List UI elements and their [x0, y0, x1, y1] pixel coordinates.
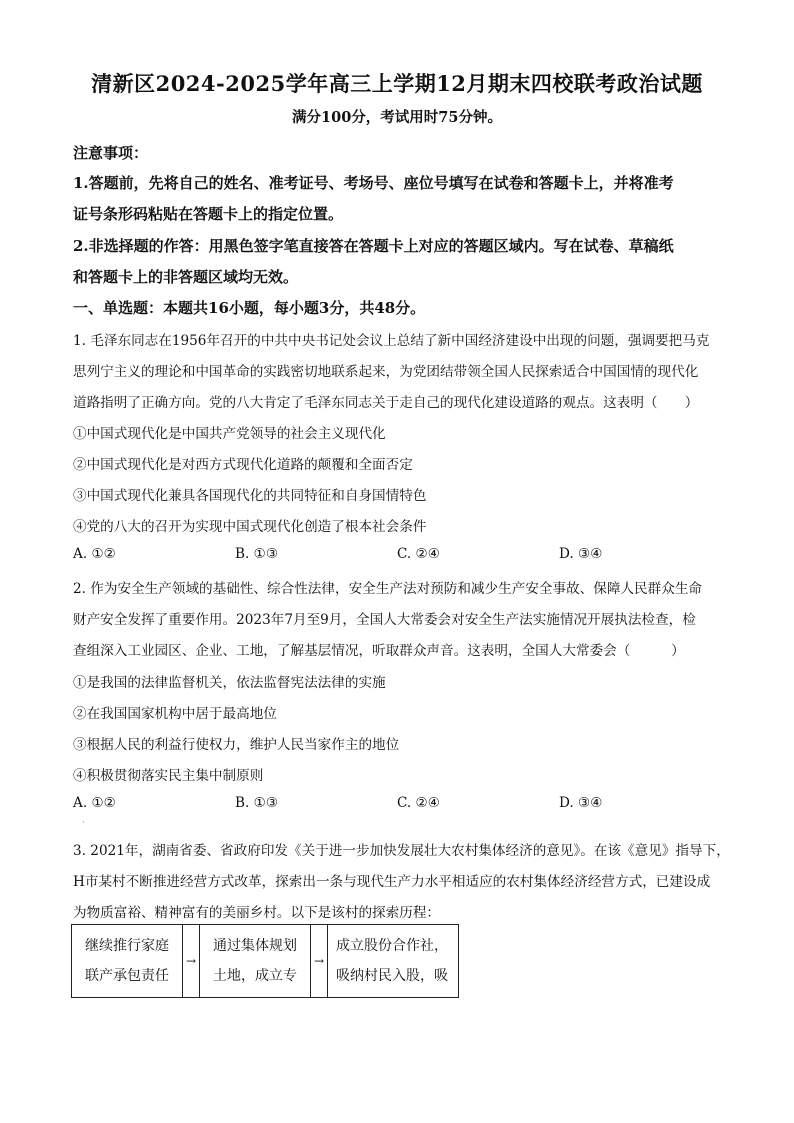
flow-step-2	[200, 925, 311, 998]
notes-item-2-line-2: 和答题卡上的非答题区域均无效。	[73, 268, 299, 286]
q3-stem-line-2: H市某村不断推进经营方式改革，探索出一条与现代生产力水平相适应的农村集体经济经营方式，已建设成	[73, 874, 711, 890]
q1-stem-line-3: 道路指明了正确方向。党的八大肯定了毛泽东同志关于走自己的现代化建设道路的观点。这表明（ ）	[73, 395, 699, 411]
scan-dot: ·	[82, 818, 85, 827]
q1-statement-2: ②中国式现代化是对西方式现代化道路的颠覆和全面否定	[73, 457, 413, 473]
q2-option-d[interactable]: D. ③④	[559, 795, 603, 811]
q2-stem-line-1: 2. 作为安全生产领域的基础性、综合性法律，安全生产法对预防和减少生产安全事故、保障人民群众生命	[73, 581, 703, 597]
flow-step-1	[72, 925, 183, 998]
q2-statement-2: ②在我国国家机构中居于最高地位	[73, 706, 277, 722]
q2-statement-4: ④积极贯彻落实民主集中制原则	[73, 768, 264, 784]
notes-item-1-line-1: 1.答题前，先将自己的姓名、准考证号、考场号、座位号填写在试卷和答题卡上，并将准考	[73, 174, 674, 192]
q3-stem-line-1: 3. 2021年，湖南省委、省政府印发《关于进一步加快发展壮大农村集体经济的意见》。在该《意见》指导下，	[73, 843, 730, 859]
q1-option-a[interactable]: A. ①②	[73, 546, 116, 562]
notes-item-1-line-2: 证号条形码粘贴在答题卡上的指定位置。	[73, 205, 344, 223]
q2-option-c[interactable]: C. ②④	[397, 795, 440, 811]
flow-step-3-line-2: 吸纳村民入股，吸	[336, 968, 448, 984]
q1-statement-4: ④党的八大的召开为实现中国式现代化创造了根本社会条件	[73, 519, 427, 535]
q2-option-a[interactable]: A. ①②	[73, 795, 116, 811]
q2-stem-line-2: 财产安全发挥了重要作用。2023年7月至9月，全国人大常委会对安全生产法实施情况开展执法检查，检	[73, 612, 696, 628]
q2-statement-3: ③根据人民的利益行使权力，维护人民当家作主的地位	[73, 737, 400, 753]
q2-option-b[interactable]: B. ①③	[235, 795, 279, 811]
q2-stem-line-3: 查组深入工业园区、企业、工地，了解基层情况，听取群众声音。这表明，全国人大常委会（ ）	[73, 643, 685, 659]
q1-option-d[interactable]: D. ③④	[559, 546, 603, 562]
q1-stem-line-1: 1. 毛泽东同志在1956年召开的中共中央书记处会议上总结了新中国经济建设中出现的问题，强调要把马克	[73, 333, 710, 349]
exam-duration-note: 满分100分，考试用时75分钟。	[292, 109, 502, 126]
q1-option-c[interactable]: C. ②④	[397, 546, 440, 562]
q1-option-b[interactable]: B. ①③	[235, 546, 279, 562]
flow-step-1-line-1: 继续推行家庭	[85, 938, 169, 954]
flow-step-2-line-2: 土地，成立专	[213, 968, 297, 984]
page-title: 清新区2024-2025学年高三上学期12月期末四校联考政治试题	[91, 71, 703, 96]
q3-stem-line-3: 为物质富裕、精神富有的美丽乡村。以下是该村的探索历程：	[73, 905, 441, 921]
notes-item-2-line-1: 2.非选择题的作答：用黑色签字笔直接答在答题卡上对应的答题区域内。写在试卷、草稿纸	[73, 237, 674, 255]
flow-step-2-line-1: 通过集体规划	[213, 938, 297, 954]
flow-step-3	[328, 925, 459, 998]
flow-step-1-line-2: 联产承包责任	[85, 968, 169, 984]
q1-stem-line-2: 思列宁主义的理论和中国革命的实践密切地联系起来，为党团结带领全国人民探索适合中国国情的现代化	[73, 364, 699, 380]
q3-flow-table	[71, 924, 459, 998]
notes-heading: 注意事项：	[73, 144, 149, 162]
q2-statement-1: ①是我国的法律监督机关，依法监督宪法法律的实施	[73, 675, 386, 691]
q1-statement-1: ①中国式现代化是中国共产党领导的社会主义现代化	[73, 426, 386, 442]
q1-statement-3: ③中国式现代化兼具各国现代化的共同特征和自身国情特色	[73, 488, 427, 504]
flow-arrow-1: →	[183, 925, 200, 998]
section-heading: 一、单选题：本题共16小题，每小题3分，共48分。	[73, 299, 426, 317]
flow-step-3-line-1: 成立股份合作社，	[336, 938, 448, 954]
flow-arrow-2: →	[311, 925, 328, 998]
